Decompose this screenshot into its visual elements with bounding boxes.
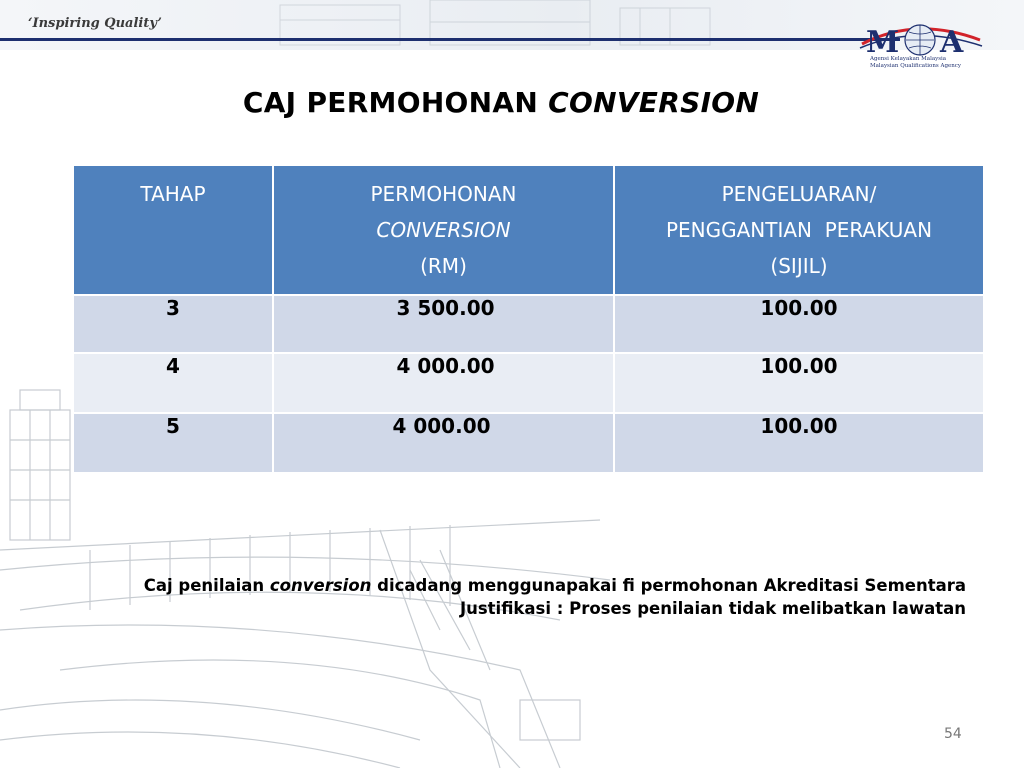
header-permohonan: [273, 165, 614, 295]
banner-building-image: [200, 0, 850, 50]
header-tahap-label: TAHAP: [140, 182, 206, 206]
page-title: [0, 86, 1002, 119]
banner-divider: [0, 38, 900, 41]
header-tahap: [73, 165, 273, 295]
cell-tahap: 3: [73, 295, 273, 353]
table-row: [73, 353, 984, 413]
tagline: ‘Inspiring Quality’: [28, 16, 162, 31]
note-line-1: [144, 574, 966, 597]
header-pengeluaran: [614, 165, 984, 295]
fee-notes: [144, 574, 966, 620]
cell-tahap: 5: [73, 413, 273, 473]
header-pengeluaran-line1: PENGELUARAN/: [721, 182, 877, 206]
note-line-2: Justifikasi : Proses penilaian tidak melibatkan lawatan: [459, 599, 966, 618]
page-number: 54: [944, 726, 962, 742]
note-line-1-italic: conversion: [269, 576, 372, 595]
header-permohonan-line3: (RM): [420, 254, 467, 278]
logo-caption-malay: Agensi Kelayakan Malaysia: [870, 56, 947, 62]
cell-permohonan: 4 000.00: [273, 353, 614, 413]
title-text: CAJ PERMOHONAN: [242, 86, 539, 119]
cell-tahap: 4: [73, 353, 273, 413]
title-emphasis: CONVERSION: [548, 86, 760, 119]
header-permohonan-line2: CONVERSION: [376, 218, 511, 242]
cell-pengeluaran: 100.00: [614, 413, 984, 473]
cell-permohonan: 4 000.00: [273, 413, 614, 473]
header-pengeluaran-line3: (SIJIL): [770, 254, 828, 278]
table-row: [73, 413, 984, 473]
logo-caption: [870, 56, 984, 70]
logo-caption-english: Malaysian Qualifications Agency: [870, 63, 961, 69]
svg-text:A: A: [940, 25, 964, 60]
note-line-1-pre: Caj penilaian: [143, 576, 270, 595]
fee-table: [72, 164, 985, 474]
mqa-logo: [856, 14, 984, 80]
header-pengeluaran-line2: PENGGANTIAN PERAKUAN: [665, 218, 933, 242]
table-row: [73, 295, 984, 353]
table-header-row: [73, 165, 984, 295]
header-permohonan-line1: PERMOHONAN: [370, 182, 517, 206]
cell-pengeluaran: 100.00: [614, 353, 984, 413]
cell-permohonan: 3 500.00: [273, 295, 614, 353]
cell-pengeluaran: 100.00: [614, 295, 984, 353]
svg-text:M: M: [866, 25, 900, 60]
note-line-1-post: dicadang menggunapakai fi permohonan Akreditasi Sementara: [371, 576, 966, 595]
